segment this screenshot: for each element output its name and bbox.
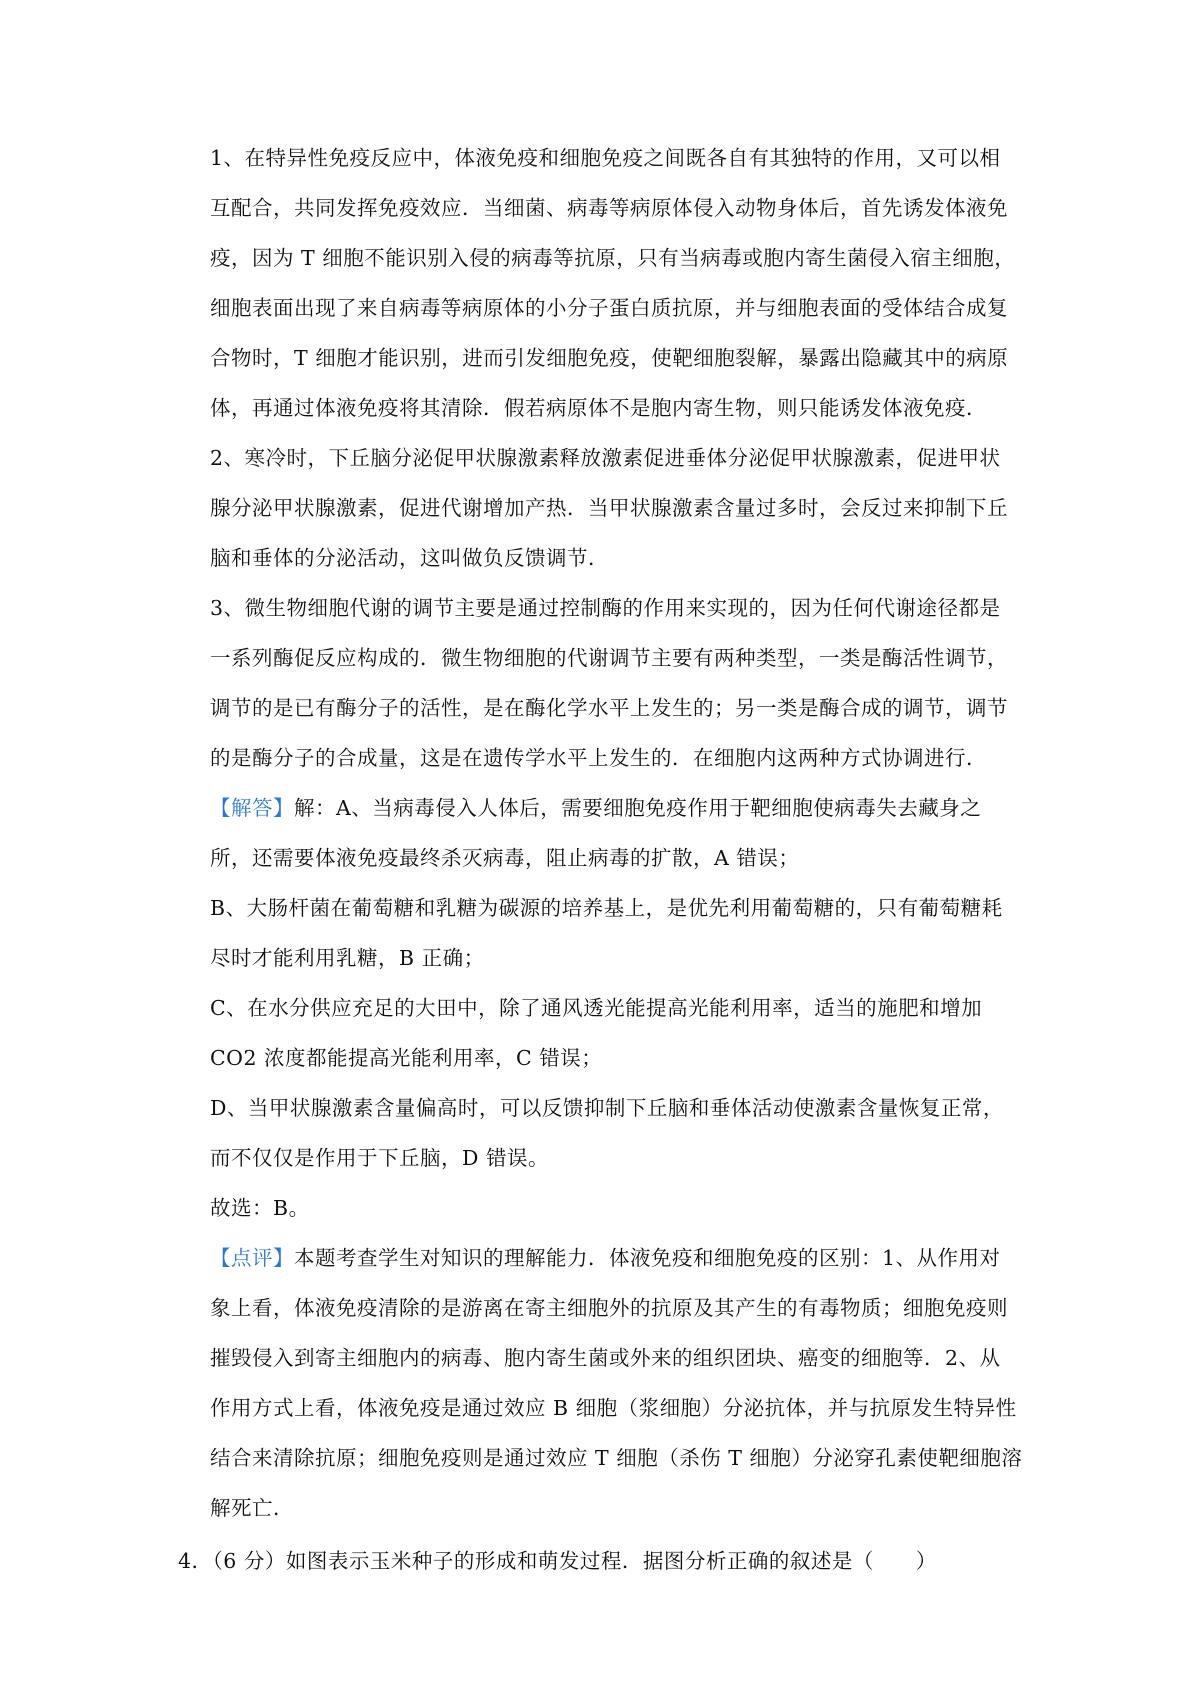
text-line: 1、在特异性免疫反应中，体液免疫和细胞免疫之间既各自有其独特的作用，又可以相 (210, 146, 1001, 170)
question-text: 4．（6 分）如图表示玉米种子的形成和萌发过程．据图分析正确的叙述是（ ） (178, 1549, 937, 1573)
answer-tag: 【解答】 (210, 796, 294, 820)
text-line: 细胞表面出现了来自病毒等病原体的小分子蛋白质抗原，并与细胞表面的受体结合成复 (210, 296, 1008, 320)
text-line: 合物时，T 细胞才能识别，进而引发细胞免疫，使靶细胞裂解，暴露出隐藏其中的病原 (210, 346, 1009, 370)
comment-first-line (210, 1244, 1001, 1272)
text-line: 的是酶分子的合成量，这是在遗传学水平上发生的．在细胞内这两种方式协调进行． (210, 746, 987, 770)
comment-line: 作用方式上看，体液免疫是通过效应 B 细胞（浆细胞）分泌抗体，并与抗原发生特异性 (210, 1396, 1017, 1420)
text-line: 体，再通过体液免疫将其清除．假若病原体不是胞内寄生物，则只能诱发体液免疫． (210, 396, 987, 420)
answer-text: 解：A、当病毒侵入人体后，需要细胞免疫作用于靶细胞使病毒失去藏身之 (294, 796, 982, 820)
comment-line: 象上看，体液免疫清除的是游离在寄主细胞外的抗原及其产生的有毒物质；细胞免疫则 (210, 1296, 1008, 1320)
answer-line: 尽时才能利用乳糖，B 正确； (210, 946, 485, 970)
answer-line: 而不仅仅是作用于下丘脑，D 错误。 (210, 1146, 549, 1170)
text-line: 腺分泌甲状腺激素，促进代谢增加产热．当甲状腺激素含量过多时，会反过来抑制下丘 (210, 496, 1008, 520)
text-line: 互配合，共同发挥免疫效应．当细菌、病毒等病原体侵入动物身体后，首先诱发体液免 (210, 196, 1008, 220)
comment-line: 解死亡． (210, 1496, 294, 1520)
answer-choice: 故选：B。 (210, 1196, 310, 1220)
comment-tag: 【点评】 (210, 1246, 294, 1270)
answer-first-line (210, 794, 981, 822)
answer-line: 所，还需要体液免疫最终杀灭病毒，阻止病毒的扩散，A 错误； (210, 846, 800, 870)
comment-line: 摧毁侵入到寄主细胞内的病毒、胞内寄生菌或外来的组织团块、癌变的细胞等．2、从 (210, 1346, 1001, 1370)
text-line: 3、微生物细胞代谢的调节主要是通过控制酶的作用来实现的，因为任何代谢途径都是 (210, 596, 1001, 620)
answer-line: CO2 浓度都能提高光能利用率，C 错误； (210, 1046, 603, 1070)
text-line: 疫，因为 T 细胞不能识别入侵的病毒等抗原，只有当病毒或胞内寄生菌侵入宿主细胞， (210, 246, 1016, 270)
answer-line: C、在水分供应充足的大田中，除了通风透光能提高光能利用率，适当的施肥和增加 (210, 996, 983, 1020)
comment-line: 结合来清除抗原；细胞免疫则是通过效应 T 细胞（杀伤 T 细胞）分泌穿孔素使靶细胞溶 (210, 1446, 1023, 1470)
text-line: 调节的是已有酶分子的活性，是在酶化学水平上发生的；另一类是酶合成的调节，调节 (210, 696, 1008, 720)
text-line: 一系列酶促反应构成的．微生物细胞的代谢调节主要有两种类型，一类是酶活性调节， (210, 646, 1008, 670)
text-line: 2、寒冷时，下丘脑分泌促甲状腺激素释放激素促进垂体分泌促甲状腺激素，促进甲状 (210, 446, 1001, 470)
comment-text: 本题考查学生对知识的理解能力．体液免疫和细胞免疫的区别：1、从作用对 (294, 1246, 1001, 1270)
text-line: 脑和垂体的分泌活动，这叫做负反馈调节． (210, 546, 609, 570)
answer-line: B、大肠杆菌在葡萄糖和乳糖为碳源的培养基上，是优先利用葡萄糖的，只有葡萄糖耗 (210, 896, 1003, 920)
answer-line: D、当甲状腺激素含量偏高时，可以反馈抑制下丘脑和垂体活动使激素含量恢复正常， (210, 1096, 1004, 1120)
